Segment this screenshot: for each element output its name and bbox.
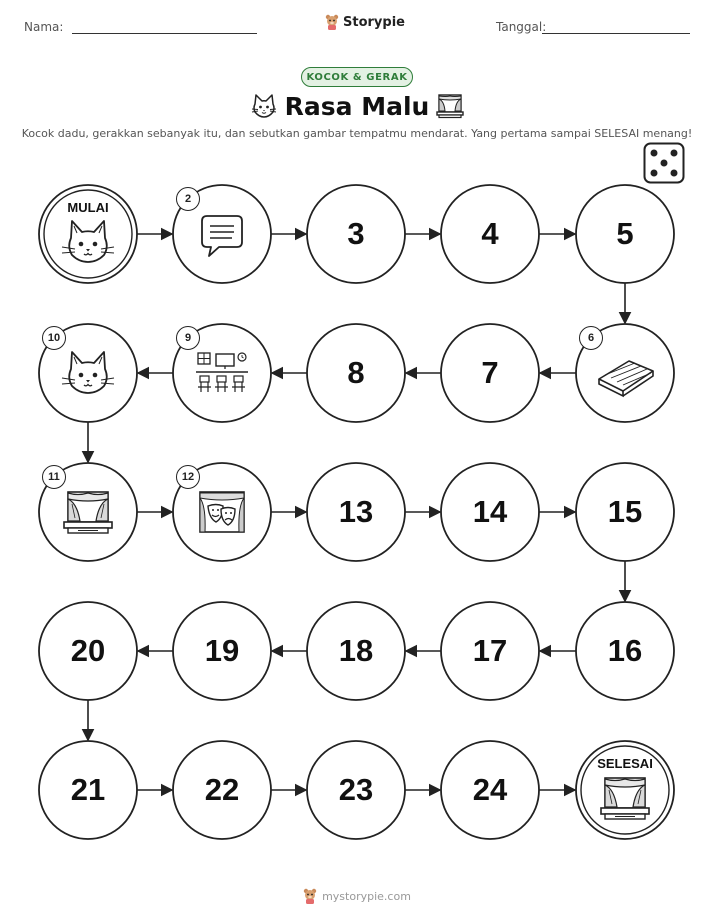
- date-label: Tanggal:: [496, 20, 547, 34]
- space-number: 4: [481, 216, 499, 251]
- name-label: Nama:: [24, 20, 64, 34]
- footer: [0, 888, 714, 904]
- space-number: 13: [338, 494, 374, 529]
- bear-icon: [303, 888, 317, 904]
- space-number: 21: [70, 772, 106, 807]
- page-title: Rasa Malu: [284, 92, 430, 121]
- space-number: 23: [338, 772, 374, 807]
- instructions: Kocok dadu, gerakkan sebanyak itu, dan sebutkan gambar tempatmu mendarat. Yang pertama sampai SELESAI menang!: [21, 127, 693, 140]
- space-number: 14: [472, 494, 508, 529]
- theater-masks-icon: [200, 492, 244, 532]
- space-number: 3: [347, 216, 365, 251]
- activity-badge: KOCOK & GERAK: [301, 67, 413, 87]
- space-number-tag: 12: [176, 465, 200, 489]
- space-number-tag: 11: [42, 465, 66, 489]
- space-number: 22: [204, 772, 240, 807]
- space-number-tag: 10: [42, 326, 66, 350]
- finish-label: SELESAI: [597, 756, 653, 771]
- space-number-tag: 6: [579, 326, 603, 350]
- space-number: 8: [347, 355, 365, 390]
- space-number: 19: [204, 633, 240, 668]
- space-number: 7: [481, 355, 499, 390]
- space-number-tag: 9: [176, 326, 200, 350]
- space-number: 20: [70, 633, 106, 668]
- space-number: 24: [472, 772, 508, 807]
- brand-name: Storypie: [343, 14, 405, 30]
- space-number: 18: [338, 633, 374, 668]
- start-label: MULAI: [67, 200, 109, 215]
- space-number: 16: [607, 633, 643, 668]
- stage-curtain-icon: [601, 778, 649, 819]
- footer-url: mystorypie.com: [322, 889, 411, 903]
- space-number: 5: [616, 216, 634, 251]
- space-number-tag: 2: [176, 187, 200, 211]
- stage-curtain-icon: [64, 492, 112, 533]
- space-number: 15: [607, 494, 643, 529]
- space-number: 17: [472, 633, 508, 668]
